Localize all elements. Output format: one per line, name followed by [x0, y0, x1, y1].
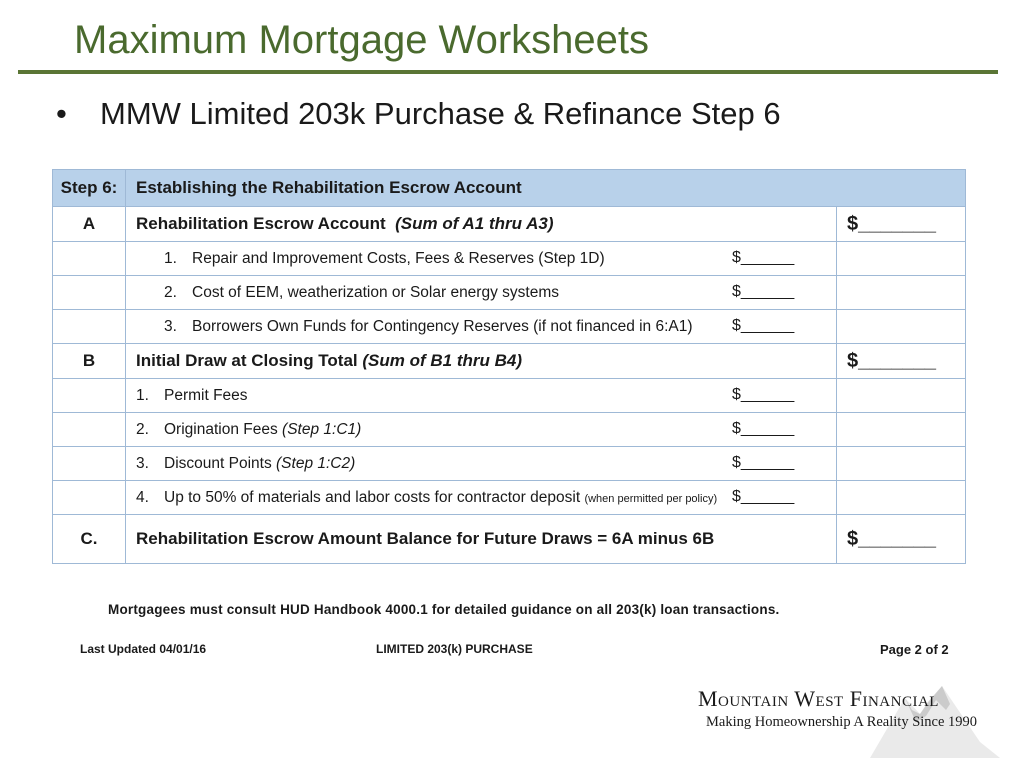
table-row [53, 379, 966, 413]
section-c-row [53, 515, 966, 564]
item-label: 1. Permit Fees [136, 386, 248, 404]
section-b-amount[interactable]: $_______ [837, 344, 966, 379]
step-title: Establishing the Rehabilitation Escrow Account [126, 170, 966, 207]
item-note: (Step 1:C2) [276, 454, 356, 472]
title-divider [18, 70, 998, 74]
table-row [53, 310, 966, 344]
item-amount[interactable]: $______ [732, 488, 795, 505]
step6-worksheet-table [52, 169, 966, 564]
bullet-dot-icon: • [56, 96, 67, 131]
brand-name: Mountain West Financial [698, 686, 939, 711]
section-b-row [53, 344, 966, 379]
section-a-note: (Sum of A1 thru A3) [395, 214, 554, 233]
section-c-key: C. [53, 515, 126, 564]
company-logo [690, 676, 1010, 756]
item-amount[interactable]: $______ [732, 420, 795, 437]
item-label: 3. Discount Points (Step 1:C2) [136, 454, 356, 472]
table-row [53, 413, 966, 447]
item-amount[interactable]: $______ [732, 454, 795, 471]
section-a-key: A [53, 207, 126, 242]
step-label: Step 6: [53, 170, 126, 207]
item-label: 4. Up to 50% of materials and labor costs for contractor deposit (when permitted per policy) [136, 488, 718, 506]
table-header-row [53, 170, 966, 207]
section-c-label: Rehabilitation Escrow Amount Balance for Future Draws = 6A minus 6B [126, 515, 837, 564]
section-c-amount[interactable]: $_______ [837, 515, 966, 564]
section-b-key: B [53, 344, 126, 379]
item-label: 2. Origination Fees (Step 1:C1) [136, 420, 362, 438]
section-b-label: Initial Draw at Closing Total [136, 351, 358, 370]
footer-page-number: Page 2 of 2 [880, 642, 949, 657]
item-note: (when permitted per policy) [584, 492, 718, 505]
table-row [53, 447, 966, 481]
item-label: 3. Borrowers Own Funds for Contingency Reserves (if not financed in 6:A1) [164, 317, 693, 335]
hud-notice: Mortgagees must consult HUD Handbook 4000.1 for detailed guidance on all 203(k) loan transactions. [108, 602, 780, 617]
brand-tagline: Making Homeownership A Reality Since 1990 [706, 714, 978, 730]
item-label: 2. Cost of EEM, weatherization or Solar energy systems [164, 283, 559, 301]
table-row [53, 242, 966, 276]
section-a-label-cell [126, 207, 837, 242]
item-amount[interactable]: $______ [732, 249, 795, 266]
item-amount[interactable]: $______ [732, 283, 795, 300]
bullet-item [56, 96, 781, 132]
footer-form-name: LIMITED 203(k) PURCHASE [376, 642, 533, 656]
bullet-text: MMW Limited 203k Purchase & Refinance Step 6 [100, 96, 781, 131]
section-b-label-cell [126, 344, 837, 379]
table-row [53, 481, 966, 515]
item-amount[interactable]: $______ [732, 386, 795, 403]
slide-title: Maximum Mortgage Worksheets [74, 18, 649, 62]
section-a-row [53, 207, 966, 242]
section-b-note: (Sum of B1 thru B4) [362, 351, 522, 370]
section-a-label: Rehabilitation Escrow Account [136, 214, 386, 233]
footer-updated: Last Updated 04/01/16 [80, 642, 207, 656]
item-amount[interactable]: $______ [732, 317, 795, 334]
section-a-amount[interactable]: $_______ [837, 207, 966, 242]
item-note: (Step 1:C1) [282, 420, 362, 438]
item-label: 1. Repair and Improvement Costs, Fees & Reserves (Step 1D) [164, 249, 605, 267]
table-row [53, 276, 966, 310]
